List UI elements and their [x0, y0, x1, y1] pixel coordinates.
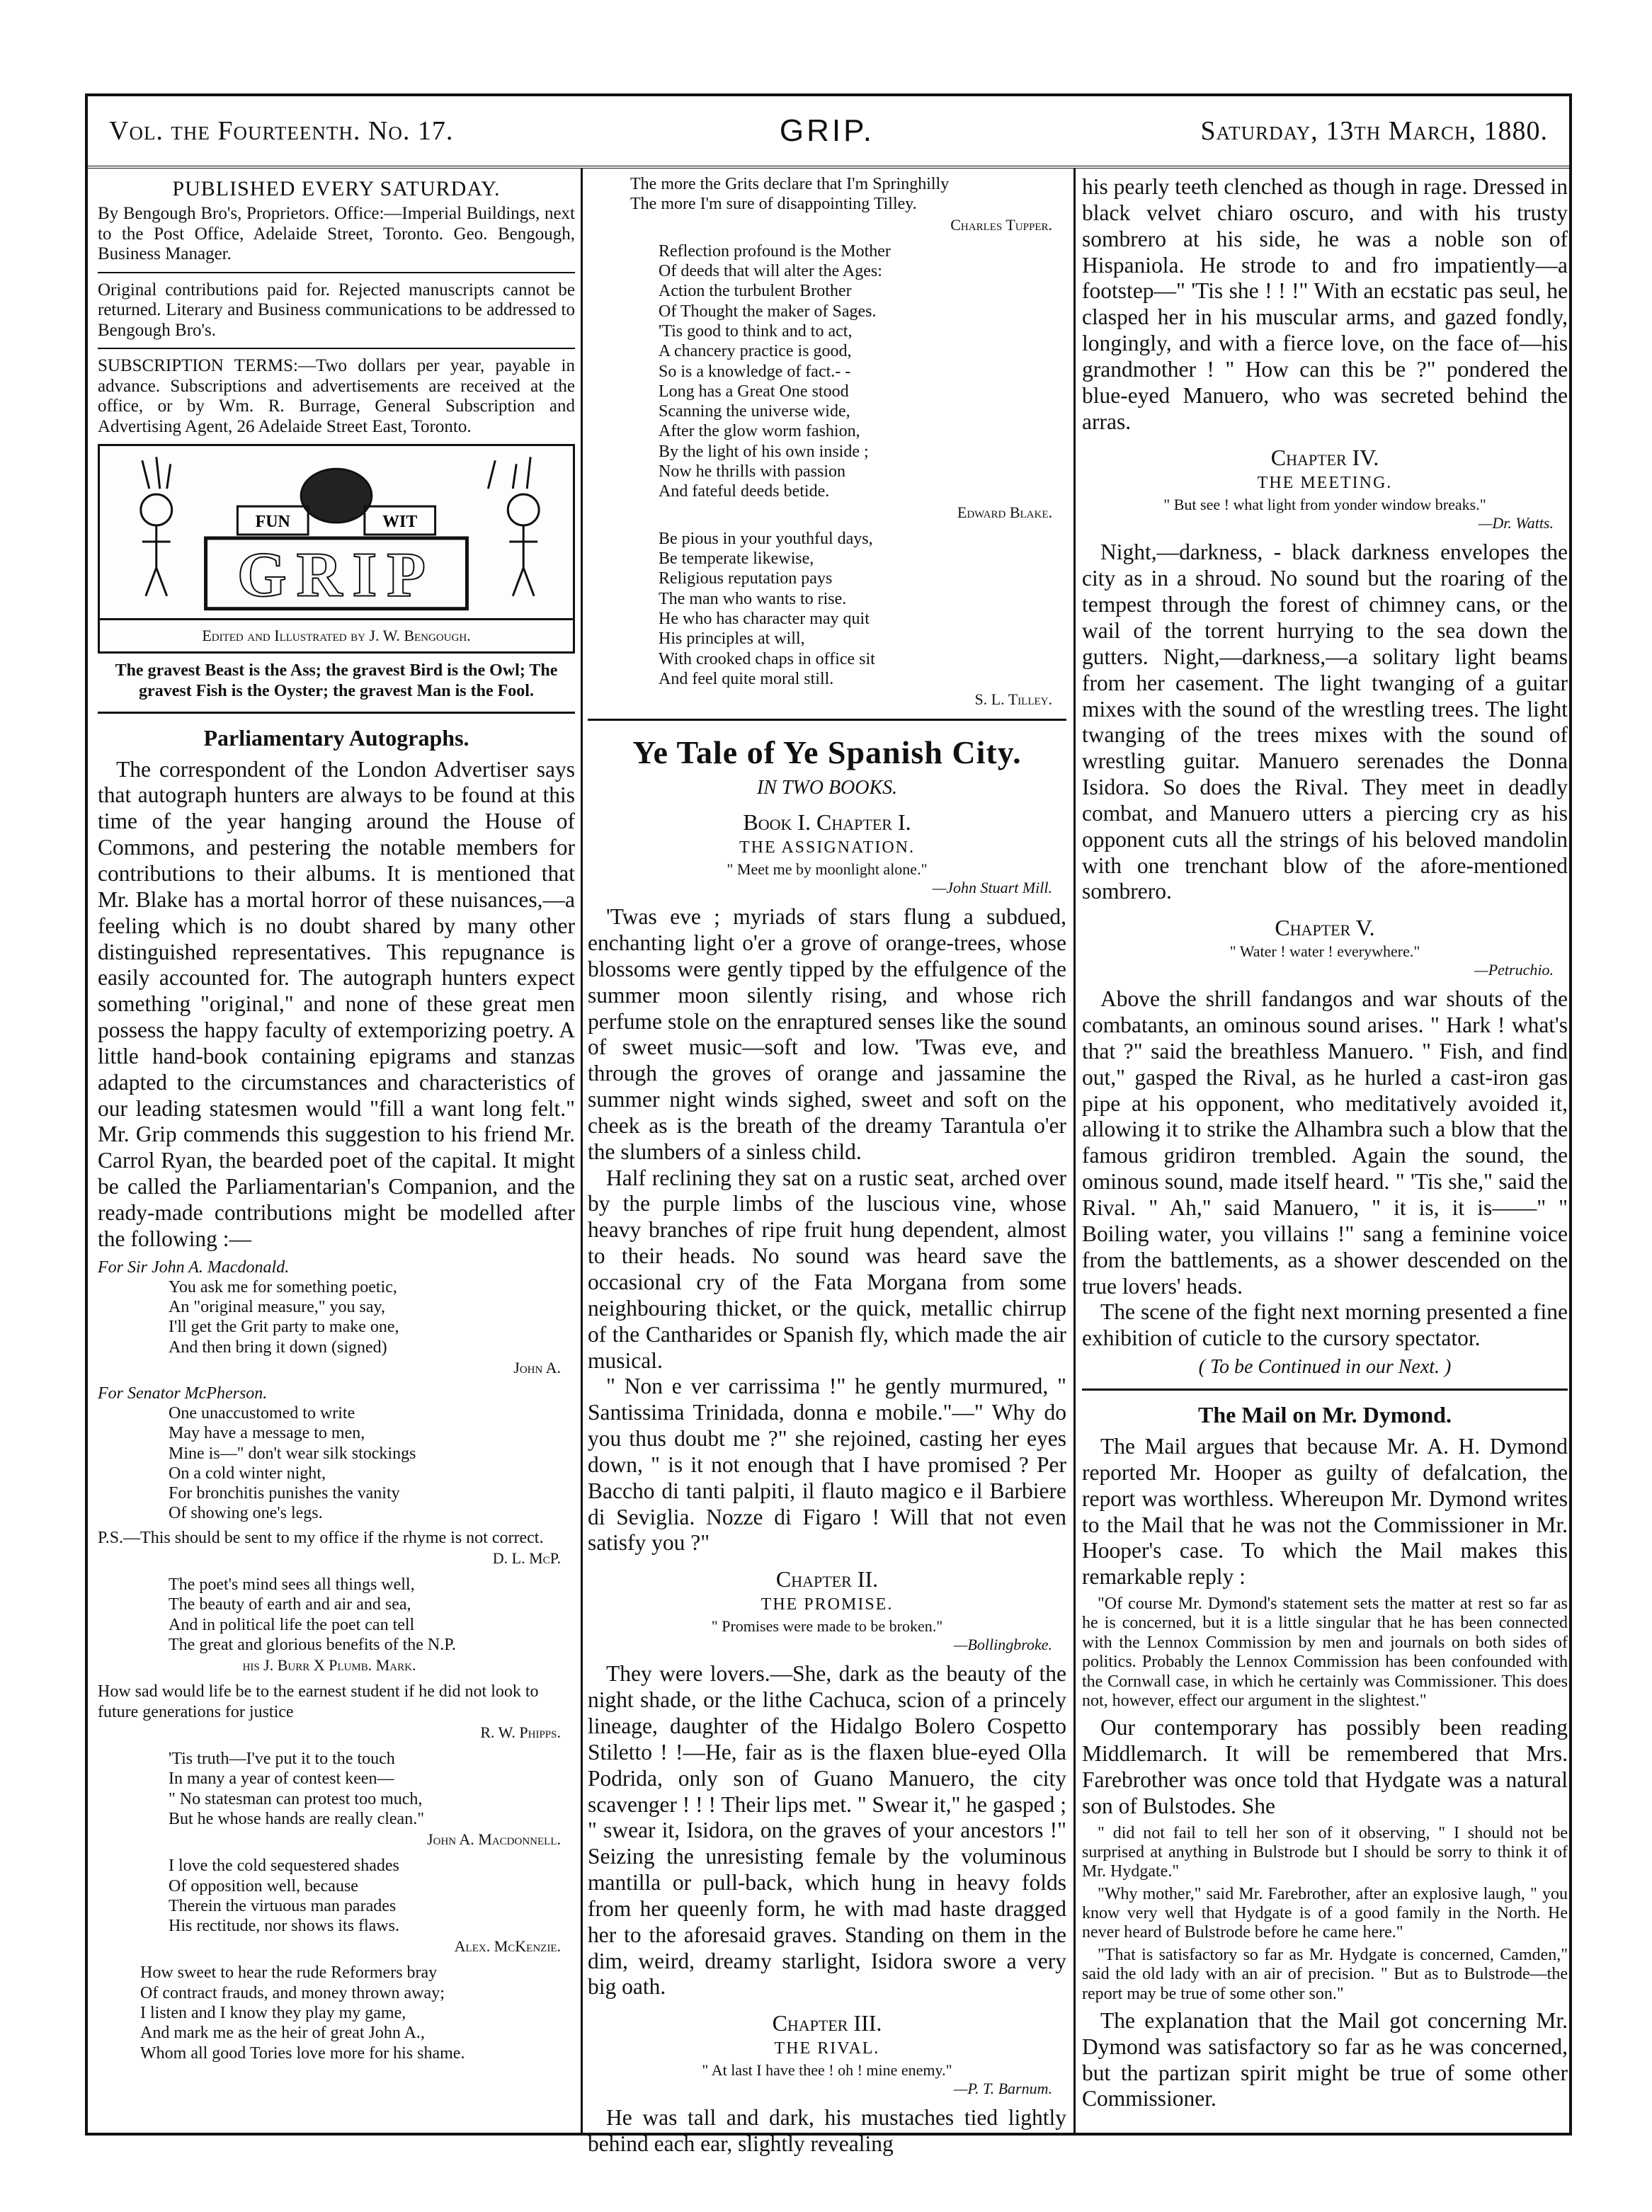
proprietors-notice: By Bengough Bro's, Proprietors. Office:—Imperial Buildings, next to the Post Office, Adelaide Street, Toronto. Geo. Bengough, Business Manager.	[98, 204, 575, 263]
verse-block: The more the Grits declare that I'm Springhilly The more I'm sure of disappointing Tilley.	[630, 175, 950, 214]
epigraph: " Water ! water ! everywhere."	[1229, 942, 1420, 961]
column-1	[98, 174, 575, 2123]
signature: Edward Blake.	[957, 503, 1052, 521]
verse-block: 'Tis truth—I've put it to the touch In many a year of contest keen— " No statesman can protest too much, But he whose hands are really clean."	[169, 1749, 424, 1828]
paragraph: his pearly teeth clenched as though in rage. Dressed in black velvet chiaro oscuro, and with his trusty sombrero at his side, he was a noble son of Hispaniola. He strode to and fro impatiently—a footstep—" 'Tis she ! ! !" With an ecstatic pas seul, he clasped her in his muscular arms, and gazed fondly, longingly, and with a fierce love, on the face of—his grandmother ! " How can this be ?" pondered the blue-eyed Manuero, who was secreted behind the arras.	[1082, 174, 1568, 434]
paragraph: Half reclining they sat on a rustic seat, arched over by the purple limbs of the luscious vine, whose heavy branches of ripe fruit hung dependent, almost to their heads. No sound was heard save the occasional cry of the Fata Morgana from some neighbouring thicket, or the quick, metallic chirrup of the Cantharides or Spanish fly, which made the air musical.	[588, 1165, 1066, 1373]
chapter-heading: Chapter II.	[775, 1566, 879, 1592]
paragraph: They were lovers.—She, dark as the beauty of the night shade, or the lithe Cachuca, scion of a princely lineage, daughter of the Hidalgo Bolero Cospetto Stiletto ! !—He, fair as is the flaxen blue-eyed Olla Podrida, only son of Guano Manuero, the city scavenger ! ! ! Their lips met. " Swear it," he gasped ; " swear it, Isidora, on the graves of your ancestors !" Seizing the unresisting female by the voluminous mantilla or pull-back, which hung in heavy folds from her queenly form, he with mad haste dragged her to the aforesaid graves. Standing on them in the dim, weird, dreamy starlight, Isidora swore a very big oath.	[588, 1661, 1066, 2000]
epigraph-source: —Dr. Watts.	[1478, 514, 1554, 532]
epigraph-source: —P. T. Barnum.	[953, 2080, 1052, 2098]
epigraph-source: —John Stuart Mill.	[932, 879, 1052, 897]
paragraph: " Non e ver carrissima !" he gently murmured, " Santissima Trinidada, donna e mobile."—" Why do you thus doubt me ?" she rejoined, casting her eyes down, " is it not enough that I have promised ? Per Baccho di tanti palpiti, il flauto magico e il Barbiere di Seviglia. Nozze di Figaro ! Will that not even satisfy you ?"	[588, 1374, 1066, 1556]
signature: Alex. McKenzie.	[454, 1937, 561, 1956]
epigraph-source: —Petruchio.	[1474, 961, 1554, 979]
epigraph: " But see ! what light from yonder window breaks."	[1163, 496, 1486, 514]
subscription-terms: SUBSCRIPTION TERMS:—Two dollars per year, payable in advance. Subscriptions and advertisements are received at the office, or by Wm. R. Burrage, General Subscription and Advertising Agent, 26 Adelaide Street East, Toronto.	[98, 356, 575, 436]
verse-block: How sweet to hear the rude Reformers bray Of contract frauds, and money thrown away; I listen and I know they play my game, And mark me as the heir of great John A., Whom all good Tories love more for his shame.	[140, 1963, 465, 2063]
signature: Charles Tupper.	[950, 215, 1052, 234]
signature: D. L. McP.	[492, 1549, 561, 1568]
dedication: For Sir John A. Macdonald.	[98, 1258, 290, 1277]
grip-logo	[98, 444, 575, 654]
verse-block: I love the cold sequestered shades Of opposition well, because Therein the virtuous man parades His rectitude, nor shows its flaws.	[169, 1857, 399, 1936]
postscript: P.S.—This should be sent to my office if the rhyme is not correct.	[98, 1528, 544, 1547]
verse-block: One unaccustomed to write May have a message to men, Mine is—" don't wear silk stockings On a cold winter night, For bronchitis punishes the vanity Of showing one's legs.	[169, 1403, 416, 1523]
chapter-title: THE MEETING.	[1257, 474, 1393, 493]
chapter-title: THE PROMISE.	[761, 1595, 894, 1614]
verse-block: Be pious in your youthful days, Be temperate likewise, Religious reputation pays The man who wants to rise. He who has character may quit His principles at will, With crooked chaps in office sit And feel quite moral still.	[659, 529, 875, 688]
continued-notice: ( To be Continued in our Next. )	[1198, 1356, 1452, 1379]
issue-date: Saturday, 13th March, 1880.	[1200, 116, 1548, 146]
grip-logo-illustration	[100, 446, 573, 620]
paper-title: GRIP.	[779, 113, 875, 148]
signature: John A.	[513, 1358, 561, 1376]
masthead	[88, 96, 1569, 169]
epigraph: " At last I have thee ! oh ! mine enemy."	[702, 2061, 952, 2080]
quoted-passage: "Of course Mr. Dymond's statement sets the matter at rest so far as he is concerned, but it is a little singular that he has been connected with the Lennox Commission by men and journals on both sides of politics. Probably the Lennox Commission has been confounded with the Cornwall case, in which he certainly was Commissioner. This does not, however, effect our argument in the slightest."	[1082, 1595, 1568, 1710]
logo-fun-label: FUN	[255, 513, 290, 532]
published-notice: PUBLISHED EVERY SATURDAY.	[172, 177, 501, 200]
chapter-title: THE ASSIGNATION.	[739, 838, 915, 857]
signature: his J. Burr X Plumb. Mark.	[242, 1656, 416, 1675]
signature: R. W. Phipps.	[480, 1723, 561, 1741]
chapter-heading: Chapter IV.	[1270, 445, 1379, 471]
dedication: For Senator McPherson.	[98, 1384, 268, 1403]
column-rule	[1073, 169, 1076, 2133]
signature: S. L. Tilley.	[974, 690, 1052, 709]
paragraph: The explanation that the Mail got concerning Mr. Dymond was satisfactory so far as he was concerned, but the partizan spirit might be true of some other Commissioner.	[1082, 2007, 1568, 2111]
signature: John A. Macdonnell.	[427, 1830, 561, 1849]
epigraph: " Promises were made to be broken."	[711, 1617, 943, 1636]
tale-title: Ye Tale of Ye Spanish City.	[632, 734, 1022, 771]
paragraph: Our contemporary has possibly been reading Middlemarch. It will be remembered that Mrs. Farebrother was once told that Hydgate was a natural son of Bulstodes. She	[1082, 1715, 1568, 1818]
epigraph-source: —Bollingbroke.	[953, 1636, 1052, 1654]
chapter-title: THE RIVAL.	[774, 2039, 880, 2058]
logo-grip-word: GRIP	[237, 540, 436, 610]
paragraph: Night,—darkness, - black darkness envelopes the city as in a shroud. No sound but the roaring of the tempest through the forest of chimney cans, or the wail of the torrent hurrying to the sea down the gutters. Night,—darkness,—a solitary light beams from her casement. The light twanging of a guitar mixes with the sound of the wrestling trees. The light twanging of the trees mixes with the sound of wrestling guitar. Manuero serenades the Donna Isidora. So does the Rival. They meet in deadly combat, and Manuero utters a piercing cry as his opponent cuts all the strings of his beloved mandolin with one trenchant blow of the afore-mentioned sombrero.	[1082, 540, 1568, 904]
logo-caption: Edited and Illustrated by J. W. Bengough.	[100, 618, 573, 651]
column-rule	[581, 169, 583, 2133]
verse-block: You ask me for something poetic, An "original measure," you say, I'll get the Grit party to make one, And then bring it down (signed)	[169, 1277, 399, 1357]
paragraph: Above the shrill fandangos and war shouts of the combatants, an ominous sound arises. " Hark ! what's that ?" said the breathless Manuero. " Fish, and find out," gasped the Rival, as he hurled a cast-iron gas pipe at his opponent, who meditatively avoided it, allowing it to strike the Alhambra such a blow that the famous gridiron trembled. Again the sound, the ominous sound, made itself heard. " 'Tis she," said the Rival. " Ah," said Manuero, " it is, it is——" " Boiling water, you villains !" sang a feminine voice from the battlements, as a shower descended on the true lovers' heads.	[1082, 986, 1568, 1299]
verse-block: Reflection profound is the Mother Of deeds that will alter the Ages: Action the turbulent Brother Of Thought the maker of Sages. 'Tis good to think and to act, A chancery practice is good, So is a knowledge of fact.- - Long has a Great One stood Scanning the universe wide, After the glow worm fashion, By the light of his own inside ; Now he thrills with passion And fateful deeds betide.	[659, 241, 891, 501]
motto: The gravest Beast is the Ass; the gravest Bird is the Owl; The gravest Fish is the Oyster; the gravest Man is the Fool.	[115, 661, 558, 700]
paragraph: The Mail argues that because Mr. A. H. Dymond reported Mr. Hooper as guilty of defalcation, the report was worthless. Whereupon Mr. Dymond writes to the Mail that he was not the Commissioner in Mr. Hooper's case. To which the Mail makes this remarkable reply :	[1082, 1434, 1568, 1590]
tale-subtitle: IN TWO BOOKS.	[756, 777, 898, 799]
newspaper-page	[85, 93, 1572, 2157]
chapter-heading: Chapter V.	[1275, 915, 1375, 941]
column-2	[588, 174, 1066, 2157]
paragraph: The scene of the fight next morning presented a fine exhibition of cuticle to the cursory spectator.	[1082, 1299, 1568, 1351]
quoted-passage: " did not fail to tell her son of it observing, " I should not be surprised at anything in Bulstrode but I should be sorry to think it of Mr. Hydgate." "Why mother," said Mr. Farebrother, after an explosive laugh, " you know very well that Hydgate is of a good family in the North. He never heard of Bulstrode before he came here." "That is satisfactory so far as Mr. Hydgate is concerned, Camden," said the old lady with an air of precision. " But as to Bulstrode—the report may be true of some other son."	[1082, 1823, 1568, 2003]
article-title: Parliamentary Autographs.	[203, 724, 469, 751]
volume-number: Vol. the Fourteenth. No. 17.	[109, 116, 454, 146]
paragraph: He was tall and dark, his mustaches tied lightly behind each ear, slightly revealing	[588, 2105, 1066, 2157]
verse-intro: How sad would life be to the earnest student if he did not look to future generations for justice	[98, 1682, 539, 1721]
article-body: The correspondent of the London Advertiser says that autograph hunters are always to be found at this time of the year hanging around the House of Commons, and pestering the notable members for contributions to their albums. It is mentioned that Mr. Blake has a mortal horror of these nuisances,—a feeling which is no doubt shared by many other distinguished representatives. This repugnance is easily accounted for. The autograph hunters expect something "original," and none of these great men possess the happy faculty of extemporizing poetry. A little hand-book containing epigrams and stanzas adapted to the circumstances and characteristics of our leading statesmen would "fill a want long felt." Mr. Grip commends this suggestion to his friend Mr. Carrol Ryan, the bearded poet of the capital. It might be called the Parliamentarian's Companion, and the ready-made contributions might be modelled after the following :—	[98, 756, 575, 1251]
paragraph: 'Twas eve ; myriads of stars flung a subdued, enchanting light o'er a grove of orange-trees, whose blossoms were gently tipped by the effulgence of the summer moon silently rising, and whose rich perfume stole on the enraptured senses like the sound of sweet music—soft and low. 'Twas eve, and through the groves of orange and jassamine the summer night winds sighed, sweet and soft on the cheek as is the breath of the dreamy Tarantula o'er the slumbers of a sinless child.	[588, 904, 1066, 1164]
logo-wit-label: WIT	[382, 513, 418, 532]
verse-block: The poet's mind sees all things well, The beauty of earth and air and sea, And in political life the poet can tell The great and glorious benefits of the N.P.	[169, 1575, 456, 1654]
epigraph: " Meet me by moonlight alone."	[727, 860, 928, 879]
article-title: The Mail on Mr. Dymond.	[1198, 1402, 1452, 1428]
chapter-heading: Chapter III.	[772, 2010, 882, 2036]
contributions-notice: Original contributions paid for. Rejected manuscripts cannot be returned. Literary and Business communications to be addressed to Bengough Bro's.	[98, 280, 575, 340]
column-3	[1082, 174, 1568, 2123]
chapter-heading: Book I. Chapter I.	[743, 809, 911, 836]
